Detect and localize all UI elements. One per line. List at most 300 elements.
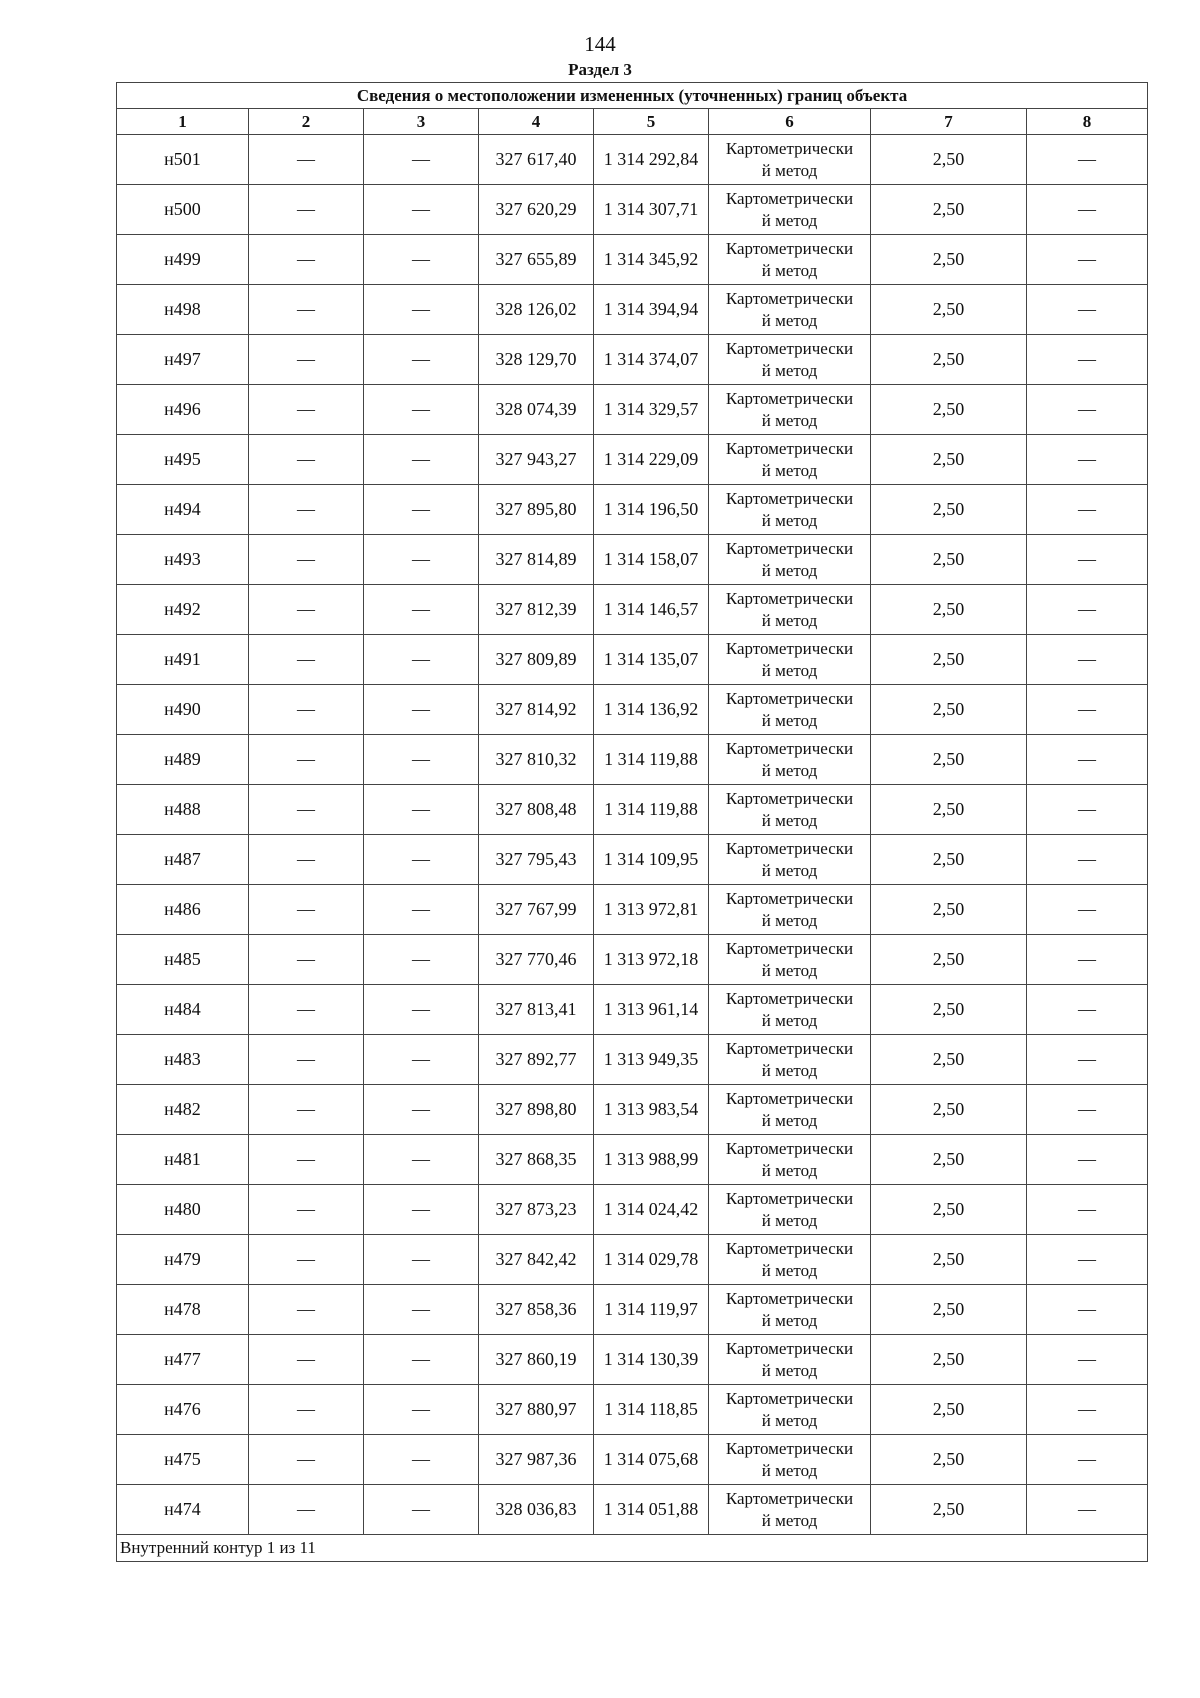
y-coordinate-cell: 1 314 119,88 — [594, 785, 709, 835]
y-coordinate-cell: 1 314 374,07 — [594, 335, 709, 385]
y-coordinate-cell: 1 314 292,84 — [594, 135, 709, 185]
point-name-cell: н488 — [117, 785, 249, 835]
column-8-cell: — — [1027, 785, 1148, 835]
method-cell — [709, 1435, 871, 1485]
column-8-cell: — — [1027, 735, 1148, 785]
column-2-cell: — — [249, 1435, 364, 1485]
column-2-cell: — — [249, 685, 364, 735]
method-line: Картометрически — [725, 688, 854, 708]
table-caption: Сведения о местоположении измененных (уточненных) границ объекта — [117, 83, 1148, 109]
method-line: Картометрически — [725, 438, 854, 458]
method-line: й метод — [761, 560, 818, 580]
column-8-cell: — — [1027, 235, 1148, 285]
point-name-cell: н495 — [117, 435, 249, 485]
table-row — [117, 1285, 1148, 1335]
column-8-cell: — — [1027, 885, 1148, 935]
x-coordinate-cell: 327 813,41 — [479, 985, 594, 1035]
method-line: й метод — [761, 960, 818, 980]
column-3-cell: — — [364, 1435, 479, 1485]
method-line: Картометрически — [725, 538, 854, 558]
accuracy-cell: 2,50 — [871, 535, 1027, 585]
y-coordinate-cell: 1 313 972,81 — [594, 885, 709, 935]
method-cell — [709, 385, 871, 435]
column-3-cell: — — [364, 1285, 479, 1335]
method-cell — [709, 1185, 871, 1235]
method-cell — [709, 835, 871, 885]
method-cell — [709, 135, 871, 185]
method-line: й метод — [761, 1060, 818, 1080]
x-coordinate-cell: 327 842,42 — [479, 1235, 594, 1285]
table-row — [117, 185, 1148, 235]
column-3-cell: — — [364, 235, 479, 285]
accuracy-cell: 2,50 — [871, 1185, 1027, 1235]
column-2-cell: — — [249, 435, 364, 485]
x-coordinate-cell: 327 858,36 — [479, 1285, 594, 1335]
y-coordinate-cell: 1 313 949,35 — [594, 1035, 709, 1085]
accuracy-cell: 2,50 — [871, 585, 1027, 635]
x-coordinate-cell: 327 814,89 — [479, 535, 594, 585]
x-coordinate-cell: 328 074,39 — [479, 385, 594, 435]
method-cell — [709, 985, 871, 1035]
method-cell — [709, 1285, 871, 1335]
section-title: Раздел 3 — [568, 60, 632, 79]
page-number: 144 — [584, 32, 616, 56]
x-coordinate-cell: 327 860,19 — [479, 1335, 594, 1385]
y-coordinate-cell: 1 314 130,39 — [594, 1335, 709, 1385]
table-row — [117, 235, 1148, 285]
method-cell — [709, 1085, 871, 1135]
table-footer: Внутренний контур 1 из 11 — [117, 1535, 1148, 1562]
accuracy-cell: 2,50 — [871, 335, 1027, 385]
table-row — [117, 535, 1148, 585]
column-8-cell: — — [1027, 1385, 1148, 1435]
y-coordinate-cell: 1 314 329,57 — [594, 385, 709, 435]
method-line: Картометрически — [725, 488, 854, 508]
y-coordinate-cell: 1 314 109,95 — [594, 835, 709, 885]
column-8-cell: — — [1027, 935, 1148, 985]
column-2-cell: — — [249, 185, 364, 235]
table-row — [117, 1435, 1148, 1485]
accuracy-cell: 2,50 — [871, 235, 1027, 285]
column-2-cell: — — [249, 1185, 364, 1235]
method-line: Картометрически — [725, 938, 854, 958]
column-2-cell: — — [249, 535, 364, 585]
column-3-cell: — — [364, 935, 479, 985]
y-coordinate-cell: 1 314 119,97 — [594, 1285, 709, 1335]
y-coordinate-cell: 1 314 118,85 — [594, 1385, 709, 1435]
x-coordinate-cell: 327 812,39 — [479, 585, 594, 635]
x-coordinate-cell: 327 868,35 — [479, 1135, 594, 1185]
column-3-cell: — — [364, 1085, 479, 1135]
accuracy-cell: 2,50 — [871, 935, 1027, 985]
column-number-6: 6 — [709, 109, 871, 135]
method-line: й метод — [761, 210, 818, 230]
table-row — [117, 885, 1148, 935]
method-line: Картометрически — [725, 1188, 854, 1208]
table-row — [117, 335, 1148, 385]
column-2-cell: — — [249, 635, 364, 685]
method-line: Картометрически — [725, 838, 854, 858]
method-line: й метод — [761, 360, 818, 380]
y-coordinate-cell: 1 314 119,88 — [594, 735, 709, 785]
point-name-cell: н489 — [117, 735, 249, 785]
point-name-cell: н485 — [117, 935, 249, 985]
method-line: Картометрически — [725, 788, 854, 808]
table-row — [117, 635, 1148, 685]
accuracy-cell: 2,50 — [871, 1485, 1027, 1535]
method-line: й метод — [761, 1110, 818, 1130]
method-line: й метод — [761, 910, 818, 930]
method-line: й метод — [761, 310, 818, 330]
method-line: Картометрически — [725, 1338, 854, 1358]
point-name-cell: н483 — [117, 1035, 249, 1085]
method-line: й метод — [761, 1360, 818, 1380]
column-2-cell: — — [249, 1035, 364, 1085]
column-8-cell: — — [1027, 835, 1148, 885]
method-line: Картометрически — [725, 988, 854, 1008]
point-name-cell: н500 — [117, 185, 249, 235]
x-coordinate-cell: 327 898,80 — [479, 1085, 594, 1135]
method-line: Картометрически — [725, 388, 854, 408]
column-3-cell: — — [364, 185, 479, 235]
table-row — [117, 135, 1148, 185]
point-name-cell: н496 — [117, 385, 249, 435]
column-2-cell: — — [249, 1335, 364, 1385]
y-coordinate-cell: 1 313 961,14 — [594, 985, 709, 1035]
table-row — [117, 935, 1148, 985]
method-line: й метод — [761, 1460, 818, 1480]
column-3-cell: — — [364, 285, 479, 335]
accuracy-cell: 2,50 — [871, 435, 1027, 485]
column-number-2: 2 — [249, 109, 364, 135]
column-2-cell: — — [249, 1485, 364, 1535]
y-coordinate-cell: 1 314 024,42 — [594, 1185, 709, 1235]
column-8-cell: — — [1027, 1085, 1148, 1135]
method-line: Картометрически — [725, 188, 854, 208]
column-2-cell: — — [249, 935, 364, 985]
method-cell — [709, 285, 871, 335]
method-cell — [709, 735, 871, 785]
column-number-7: 7 — [871, 109, 1027, 135]
column-number-3: 3 — [364, 109, 479, 135]
table-row — [117, 835, 1148, 885]
table-row — [117, 1235, 1148, 1285]
table-row — [117, 1135, 1148, 1185]
column-8-cell: — — [1027, 335, 1148, 385]
table-row — [117, 285, 1148, 335]
column-8-cell: — — [1027, 1285, 1148, 1335]
x-coordinate-cell: 327 620,29 — [479, 185, 594, 235]
y-coordinate-cell: 1 314 029,78 — [594, 1235, 709, 1285]
point-name-cell: н476 — [117, 1385, 249, 1435]
accuracy-cell: 2,50 — [871, 785, 1027, 835]
method-line: Картометрически — [725, 1288, 854, 1308]
column-8-cell: — — [1027, 635, 1148, 685]
method-line: Картометрически — [725, 888, 854, 908]
method-line: Картометрически — [725, 1488, 854, 1508]
method-line: й метод — [761, 460, 818, 480]
method-line: й метод — [761, 810, 818, 830]
column-3-cell: — — [364, 635, 479, 685]
method-cell — [709, 1235, 871, 1285]
column-2-cell: — — [249, 735, 364, 785]
method-line: й метод — [761, 610, 818, 630]
table-row — [117, 1385, 1148, 1435]
column-8-cell: — — [1027, 285, 1148, 335]
point-name-cell: н490 — [117, 685, 249, 735]
method-line: й метод — [761, 1210, 818, 1230]
method-cell — [709, 485, 871, 535]
method-line: Картометрически — [725, 1138, 854, 1158]
method-cell — [709, 1485, 871, 1535]
method-cell — [709, 1385, 871, 1435]
method-line: Картометрически — [725, 288, 854, 308]
point-name-cell: н480 — [117, 1185, 249, 1235]
column-3-cell: — — [364, 535, 479, 585]
column-8-cell: — — [1027, 1185, 1148, 1235]
method-cell — [709, 235, 871, 285]
column-3-cell: — — [364, 1185, 479, 1235]
method-line: й метод — [761, 860, 818, 880]
y-coordinate-cell: 1 314 075,68 — [594, 1435, 709, 1485]
method-line: й метод — [761, 510, 818, 530]
column-3-cell: — — [364, 1135, 479, 1185]
x-coordinate-cell: 327 795,43 — [479, 835, 594, 885]
method-cell — [709, 935, 871, 985]
column-2-cell: — — [249, 1135, 364, 1185]
accuracy-cell: 2,50 — [871, 735, 1027, 785]
column-2-cell: — — [249, 485, 364, 535]
column-2-cell: — — [249, 1285, 364, 1335]
table-body — [117, 135, 1148, 1535]
accuracy-cell: 2,50 — [871, 835, 1027, 885]
accuracy-cell: 2,50 — [871, 385, 1027, 435]
column-number-1: 1 — [117, 109, 249, 135]
column-3-cell: — — [364, 985, 479, 1035]
method-cell — [709, 1135, 871, 1185]
column-8-cell: — — [1027, 535, 1148, 585]
column-8-cell: — — [1027, 185, 1148, 235]
y-coordinate-cell: 1 314 229,09 — [594, 435, 709, 485]
point-name-cell: н486 — [117, 885, 249, 935]
point-name-cell: н482 — [117, 1085, 249, 1135]
column-8-cell: — — [1027, 1335, 1148, 1385]
column-8-cell: — — [1027, 435, 1148, 485]
point-name-cell: н501 — [117, 135, 249, 185]
method-line: Картометрически — [725, 1088, 854, 1108]
column-8-cell: — — [1027, 385, 1148, 435]
column-3-cell: — — [364, 335, 479, 385]
boundary-coordinates-table — [116, 82, 1148, 1562]
point-name-cell: н497 — [117, 335, 249, 385]
method-cell — [709, 685, 871, 735]
point-name-cell: н477 — [117, 1335, 249, 1385]
column-2-cell: — — [249, 1085, 364, 1135]
x-coordinate-cell: 327 617,40 — [479, 135, 594, 185]
column-2-cell: — — [249, 985, 364, 1035]
x-coordinate-cell: 327 655,89 — [479, 235, 594, 285]
method-line: Картометрически — [725, 738, 854, 758]
table-row — [117, 435, 1148, 485]
accuracy-cell: 2,50 — [871, 1085, 1027, 1135]
y-coordinate-cell: 1 314 345,92 — [594, 235, 709, 285]
column-2-cell: — — [249, 1235, 364, 1285]
column-2-cell: — — [249, 235, 364, 285]
accuracy-cell: 2,50 — [871, 1235, 1027, 1285]
table-row — [117, 385, 1148, 435]
column-2-cell: — — [249, 885, 364, 935]
method-cell — [709, 885, 871, 935]
accuracy-cell: 2,50 — [871, 1135, 1027, 1185]
y-coordinate-cell: 1 313 972,18 — [594, 935, 709, 985]
method-cell — [709, 1035, 871, 1085]
column-8-cell: — — [1027, 1485, 1148, 1535]
accuracy-cell: 2,50 — [871, 1285, 1027, 1335]
accuracy-cell: 2,50 — [871, 485, 1027, 535]
table-row — [117, 1035, 1148, 1085]
column-3-cell: — — [364, 1385, 479, 1435]
method-line: Картометрически — [725, 638, 854, 658]
y-coordinate-cell: 1 314 136,92 — [594, 685, 709, 735]
column-8-cell: — — [1027, 585, 1148, 635]
column-2-cell: — — [249, 1385, 364, 1435]
x-coordinate-cell: 327 873,23 — [479, 1185, 594, 1235]
x-coordinate-cell: 327 814,92 — [479, 685, 594, 735]
point-name-cell: н491 — [117, 635, 249, 685]
y-coordinate-cell: 1 314 158,07 — [594, 535, 709, 585]
x-coordinate-cell: 328 129,70 — [479, 335, 594, 385]
accuracy-cell: 2,50 — [871, 1385, 1027, 1435]
point-name-cell: н479 — [117, 1235, 249, 1285]
table-row — [117, 785, 1148, 835]
column-3-cell: — — [364, 135, 479, 185]
method-line: Картометрически — [725, 588, 854, 608]
column-number-5: 5 — [594, 109, 709, 135]
column-3-cell: — — [364, 685, 479, 735]
method-line: Картометрически — [725, 138, 854, 158]
method-line: й метод — [761, 260, 818, 280]
column-2-cell: — — [249, 835, 364, 885]
method-line: й метод — [761, 1510, 818, 1530]
x-coordinate-cell: 327 770,46 — [479, 935, 594, 985]
method-line: Картометрически — [725, 238, 854, 258]
column-3-cell: — — [364, 585, 479, 635]
column-2-cell: — — [249, 135, 364, 185]
column-3-cell: — — [364, 885, 479, 935]
column-2-cell: — — [249, 285, 364, 335]
column-8-cell: — — [1027, 135, 1148, 185]
method-line: й метод — [761, 1160, 818, 1180]
point-name-cell: н494 — [117, 485, 249, 535]
y-coordinate-cell: 1 313 983,54 — [594, 1085, 709, 1135]
accuracy-cell: 2,50 — [871, 185, 1027, 235]
method-cell — [709, 585, 871, 635]
x-coordinate-cell: 328 036,83 — [479, 1485, 594, 1535]
column-number-8: 8 — [1027, 109, 1148, 135]
point-name-cell: н492 — [117, 585, 249, 635]
method-cell — [709, 785, 871, 835]
point-name-cell: н487 — [117, 835, 249, 885]
method-line: й метод — [761, 760, 818, 780]
y-coordinate-cell: 1 314 307,71 — [594, 185, 709, 235]
y-coordinate-cell: 1 314 146,57 — [594, 585, 709, 635]
column-2-cell: — — [249, 585, 364, 635]
x-coordinate-cell: 327 767,99 — [479, 885, 594, 935]
column-2-cell: — — [249, 335, 364, 385]
table-row — [117, 485, 1148, 535]
table-row — [117, 1485, 1148, 1535]
x-coordinate-cell: 327 892,77 — [479, 1035, 594, 1085]
method-line: Картометрически — [725, 1438, 854, 1458]
method-line: Картометрически — [725, 1388, 854, 1408]
accuracy-cell: 2,50 — [871, 685, 1027, 735]
y-coordinate-cell: 1 314 051,88 — [594, 1485, 709, 1535]
column-3-cell: — — [364, 835, 479, 885]
method-line: й метод — [761, 1010, 818, 1030]
x-coordinate-cell: 327 808,48 — [479, 785, 594, 835]
column-number-row — [117, 109, 1148, 135]
column-3-cell: — — [364, 1235, 479, 1285]
column-8-cell: — — [1027, 985, 1148, 1035]
column-2-cell: — — [249, 785, 364, 835]
column-2-cell: — — [249, 385, 364, 435]
method-cell — [709, 535, 871, 585]
method-line: й метод — [761, 1310, 818, 1330]
method-line: й метод — [761, 160, 818, 180]
y-coordinate-cell: 1 314 196,50 — [594, 485, 709, 535]
point-name-cell: н493 — [117, 535, 249, 585]
column-8-cell: — — [1027, 485, 1148, 535]
y-coordinate-cell: 1 314 394,94 — [594, 285, 709, 335]
accuracy-cell: 2,50 — [871, 885, 1027, 935]
table-row — [117, 735, 1148, 785]
column-number-4: 4 — [479, 109, 594, 135]
y-coordinate-cell: 1 314 135,07 — [594, 635, 709, 685]
method-line: й метод — [761, 710, 818, 730]
column-3-cell: — — [364, 1335, 479, 1385]
table-row — [117, 1185, 1148, 1235]
column-3-cell: — — [364, 1035, 479, 1085]
x-coordinate-cell: 327 810,32 — [479, 735, 594, 785]
method-line: й метод — [761, 1410, 818, 1430]
table-row — [117, 685, 1148, 735]
accuracy-cell: 2,50 — [871, 1035, 1027, 1085]
table-row — [117, 585, 1148, 635]
x-coordinate-cell: 327 943,27 — [479, 435, 594, 485]
y-coordinate-cell: 1 313 988,99 — [594, 1135, 709, 1185]
accuracy-cell: 2,50 — [871, 1435, 1027, 1485]
point-name-cell: н478 — [117, 1285, 249, 1335]
column-3-cell: — — [364, 1485, 479, 1535]
method-line: Картометрически — [725, 1238, 854, 1258]
point-name-cell: н484 — [117, 985, 249, 1035]
column-8-cell: — — [1027, 1135, 1148, 1185]
column-3-cell: — — [364, 785, 479, 835]
column-3-cell: — — [364, 735, 479, 785]
method-line: Картометрически — [725, 1038, 854, 1058]
table-row — [117, 1085, 1148, 1135]
accuracy-cell: 2,50 — [871, 135, 1027, 185]
point-name-cell: н498 — [117, 285, 249, 335]
column-3-cell: — — [364, 385, 479, 435]
point-name-cell: н474 — [117, 1485, 249, 1535]
method-cell — [709, 185, 871, 235]
column-8-cell: — — [1027, 1035, 1148, 1085]
method-cell — [709, 635, 871, 685]
table-row — [117, 1335, 1148, 1385]
table-row — [117, 985, 1148, 1035]
method-line: Картометрически — [725, 338, 854, 358]
